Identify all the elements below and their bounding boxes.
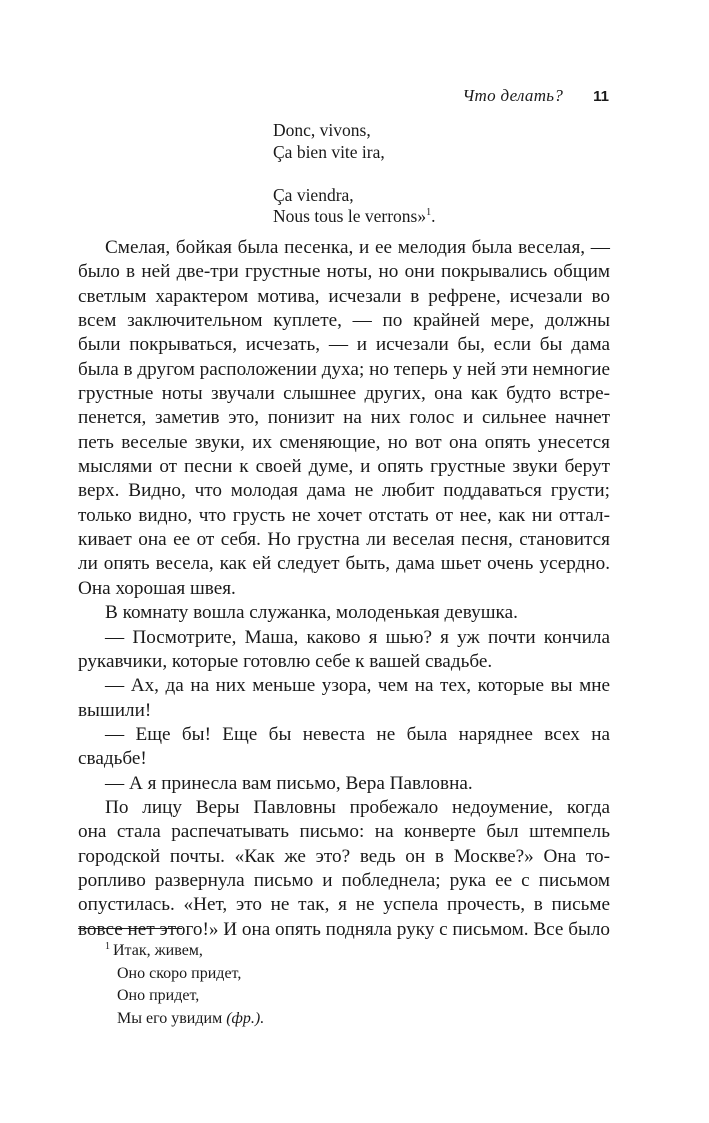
text-line: всем заключительном куплете, — по крайней мере, должны	[78, 310, 610, 332]
text-line: По лицу Веры Павловны пробежало недоумение, когда	[105, 796, 610, 818]
text-line: верх. Видно, что молодая дама не любит поддаваться грусти;	[78, 480, 610, 502]
footnote-language-note: (фр.).	[226, 1009, 265, 1027]
running-title: Что делать?	[462, 86, 564, 105]
body-text	[78, 236, 610, 942]
footnote-reference[interactable]: 1	[426, 207, 432, 219]
footnote-text: Итак, живем,	[113, 942, 203, 959]
verse-line: Ça viendra,	[273, 184, 354, 205]
text-line: она стала распечатывать письмо: на конверте был штемпель	[78, 821, 610, 843]
french-verse	[273, 120, 435, 228]
text-line: кивает она ее от себя. Но грустна ли веселая песня, становится	[78, 529, 610, 551]
page-number: 11	[593, 88, 609, 105]
text-line: Смелая, бойкая была песенка, и ее мелодия была веселая, —	[105, 237, 610, 258]
running-header	[463, 86, 609, 107]
footnote-line	[105, 1008, 264, 1031]
text-line: мыслями от песни к своей думе, и опять грустные звуки берут	[78, 456, 610, 478]
text-line: — Ах, да на них меньше узора, чем на тех, которые вы мне	[105, 675, 610, 697]
verse-punct: .	[431, 206, 436, 226]
text-line: грустные ноты звучали слышнее других, она как будто встре-	[78, 383, 610, 405]
text-line: вовсе нет этого!» И она опять подняла руку с письмом. Все было	[78, 918, 611, 940]
text-line: ли опять весела, как ей следует быть, дама шьет очень усердно.	[78, 553, 610, 575]
text-line: рукавчики, которые готовлю себе к вашей свадьбе.	[78, 650, 493, 672]
verse-line-last	[273, 206, 435, 228]
footnote-mark: 1	[105, 940, 110, 952]
text-line: опустилась. «Нет, это не так, я не успела прочесть, в письме	[78, 894, 610, 916]
verse-text: Nous tous le verrons»	[273, 206, 427, 226]
text-line: — Еще бы! Еще бы невеста не была наряднее всех на свадьбе!	[78, 723, 610, 770]
footnote-line: Оно придет,	[117, 987, 200, 1004]
footnote-divider	[78, 928, 182, 929]
text-line: петь веселые звуки, их сменяющие, но вот она опять унесется	[78, 431, 610, 453]
footnote-text: Мы его увидим	[117, 1009, 227, 1027]
text-line: городской почты. «Как же это? ведь он в Москве?» Она то-	[78, 845, 610, 867]
verse-line: Donc, vivons,	[273, 120, 371, 140]
footnote-line	[105, 940, 264, 963]
text-line: — Посмотрите, Маша, каково я шью? я уж почти кончила	[105, 626, 610, 648]
text-line: была в другом расположении духа; но теперь у ней эти немногие	[78, 358, 610, 380]
text-line: только видно, что грусть не хочет отстать от нее, как ни оттал-	[78, 504, 610, 526]
text-line: В комнату вошла служанка, молоденькая девушка.	[105, 602, 518, 624]
text-line: Она хорошая швея.	[78, 577, 236, 599]
text-line: светлым характером мотива, исчезали в рефрене, исчезали во	[78, 285, 610, 307]
text-line: пенется, заметив это, понизит на них голос и сильнее начнет	[78, 407, 610, 429]
text-line: — А я принесла вам письмо, Вера Павловна.	[105, 772, 473, 794]
text-line: вышили!	[78, 699, 152, 721]
verse-line: Ça bien vite ira,	[273, 141, 385, 162]
text-line: были покрываться, исчезать, — и исчезали бы, если бы дама	[78, 334, 610, 356]
text-line: было в ней две-три грустные ноты, но они покрывались общим	[78, 261, 610, 283]
stanza-gap	[273, 163, 435, 185]
footnote	[105, 940, 264, 1030]
footnote-line: Оно скоро придет,	[117, 964, 242, 982]
text-line: ропливо развернула письмо и побледнела; рука ее с письмом	[78, 869, 610, 891]
